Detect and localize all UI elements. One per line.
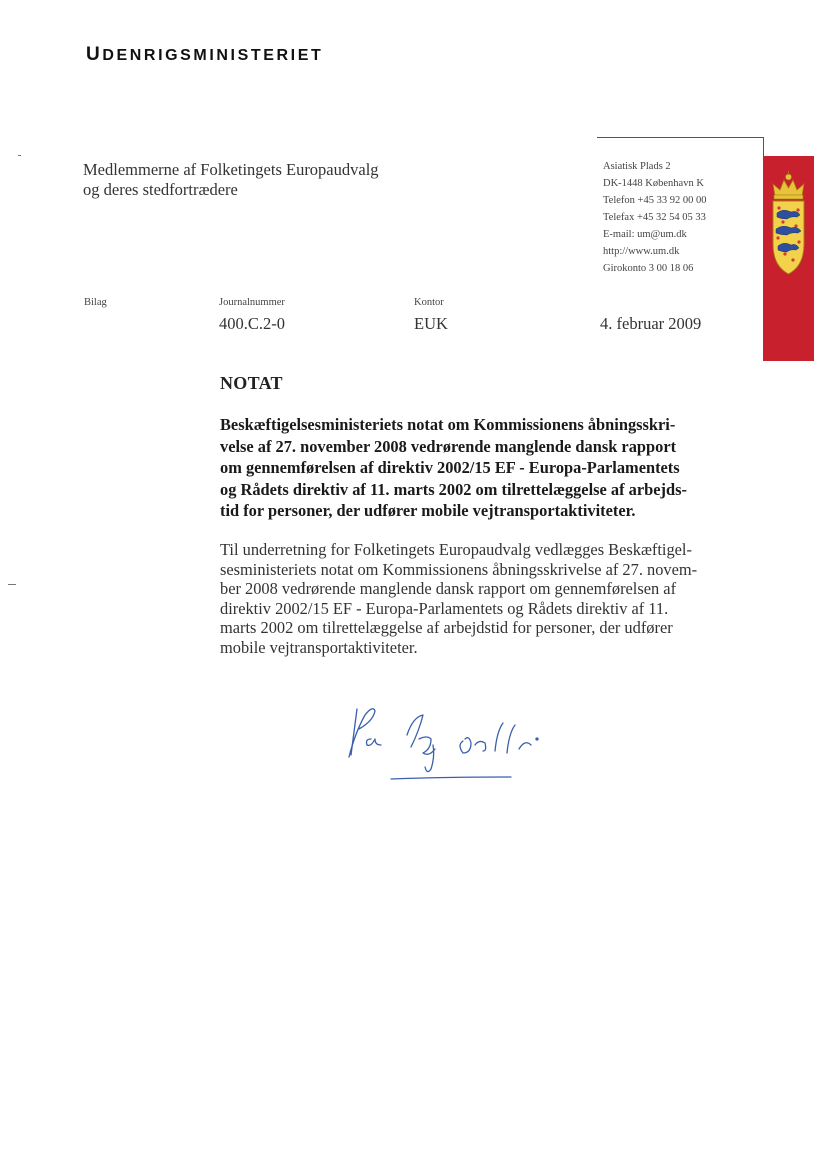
document-type-title: NOTAT xyxy=(220,373,283,393)
ministry-name-rest: DENRIGSMINISTERIET xyxy=(102,47,324,64)
recipient-line-2: og deres stedfortrædere xyxy=(83,180,238,199)
document-date: 4. februar 2009 xyxy=(600,314,702,333)
body-line: sesministeriets notat om Kommissionens åbningsskrivelse af 27. novem- xyxy=(220,559,698,579)
scan-speck xyxy=(8,584,16,585)
body-line: mobile vejtransportaktiviteter. xyxy=(220,637,418,657)
scan-speck xyxy=(18,155,21,156)
address-fax: Telefax +45 32 54 05 33 xyxy=(603,212,706,223)
journal-label: Journalnummer xyxy=(219,297,285,308)
body-line: Til underretning for Folketingets Europaudvalg vedlægges Beskæftigel- xyxy=(220,540,692,559)
heading-line: og Rådets direktiv af 11. marts 2002 om tilrettelæggelse af arbejds- xyxy=(220,479,687,499)
kontor-label: Kontor xyxy=(414,297,444,308)
body-line: ber 2008 vedrørende manglende dansk rapport om gennemførelsen af xyxy=(220,579,677,599)
address-email: E-mail: um@um.dk xyxy=(603,229,687,240)
sender-address xyxy=(603,158,706,277)
address-city: DK-1448 København K xyxy=(603,178,704,189)
journal-number: 400.C.2-0 xyxy=(219,314,285,333)
address-website: http://www.um.dk xyxy=(603,246,680,257)
heading-line: velse af 27. november 2008 vedrørende manglende dansk rapport xyxy=(220,436,677,456)
heading-line: Beskæftigelsesministeriets notat om Kommissionens åbningsskri- xyxy=(220,415,676,434)
danish-coat-of-arms-icon xyxy=(763,170,814,300)
ministry-initial: U xyxy=(86,44,103,65)
recipient-block xyxy=(83,160,379,200)
address-phone: Telefon +45 33 92 00 00 xyxy=(603,195,707,206)
document-body xyxy=(220,540,740,658)
coat-of-arms-band xyxy=(763,156,814,361)
document-heading xyxy=(220,414,740,522)
kontor-value: EUK xyxy=(414,314,448,333)
handwritten-signature-icon xyxy=(335,695,555,790)
bilag-label: Bilag xyxy=(84,297,107,308)
address-giro: Girokonto 3 00 18 06 xyxy=(603,263,694,274)
header-rule xyxy=(597,137,763,138)
body-line: direktiv 2002/15 EF - Europa-Parlamentets og Rådets direktiv af 11. xyxy=(220,598,669,618)
heading-line: tid for personer, der udfører mobile vejtransportaktiviteter. xyxy=(220,501,636,520)
ministry-letterhead xyxy=(86,44,323,66)
address-street: Asiatisk Plads 2 xyxy=(603,161,671,172)
heading-line: om gennemførelsen af direktiv 2002/15 EF - Europa-Parlamentets xyxy=(220,458,680,477)
recipient-line-1: Medlemmerne af Folketingets Europaudvalg xyxy=(83,160,379,179)
body-line: marts 2002 om tilrettelæggelse af arbejdstid for personer, der udfører xyxy=(220,618,673,638)
